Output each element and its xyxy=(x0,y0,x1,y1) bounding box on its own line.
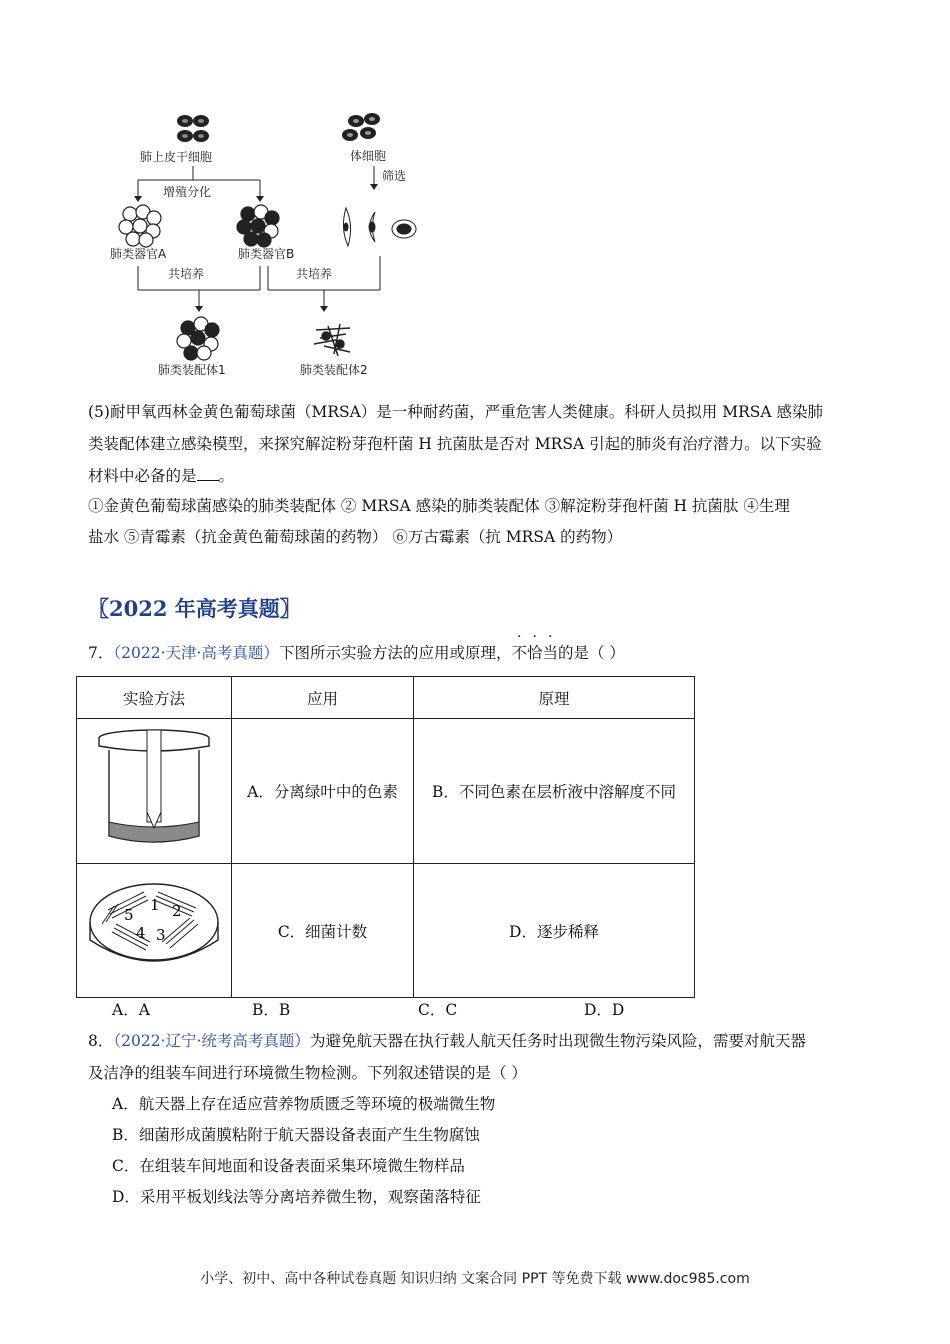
q5-options-line-2: 盐水 ⑤青霉素（抗金黄色葡萄球菌的药物） ⑥万古霉素（抗 MRSA 的药物） xyxy=(88,528,623,546)
screened-cells-icon xyxy=(343,208,416,246)
organoid-b-icon xyxy=(237,205,279,247)
label-assembly-2: 肺类装配体2 xyxy=(300,363,368,377)
cell-option-d: D．逐步稀释 xyxy=(414,864,695,998)
dish-number-2: 2 xyxy=(172,901,182,920)
label-screen: 筛选 xyxy=(382,169,407,183)
cell-option-b: B．不同色素在层析液中溶解度不同 xyxy=(414,719,695,864)
q5-line-3-text: 材料中必备的是 xyxy=(88,467,197,485)
label-assembly-1: 肺类装配体1 xyxy=(158,363,226,377)
q5-options-line-1: ①金黄色葡萄球菌感染的肺类装配体 ② MRSA 感染的肺类装配体 ③解淀粉芽孢杆菌 H 抗菌肽 ④生理 xyxy=(88,497,790,515)
label-organoid-b: 肺类器官B xyxy=(238,247,295,261)
q5-line-3 xyxy=(88,460,234,492)
q7-number: 7． xyxy=(88,644,114,662)
emphasis-char: 恰 xyxy=(526,644,543,662)
label-proliferate: 增殖分化 xyxy=(163,185,212,199)
lung-organoid-diagram xyxy=(88,108,428,388)
header-principle: 原理 xyxy=(414,677,695,719)
chromatography-beaker-icon xyxy=(89,724,219,854)
q8-stem-1 xyxy=(88,1025,806,1057)
q8-source: （2022·辽宁·统考高考真题） xyxy=(113,1032,310,1050)
q7-option-d[interactable]: D．D xyxy=(584,1001,625,1019)
cell-option-a: A．分离绿叶中的色素 xyxy=(232,719,414,864)
q8-option-c[interactable]: C．在组装车间地面和设备表面采集环境微生物样品 xyxy=(112,1157,465,1175)
body-cells-icon xyxy=(342,113,380,141)
label-coculture-2: 共培养 xyxy=(296,267,333,281)
q5-line-1: (5)耐甲氧西林金黄色葡萄球菌（MRSA）是一种耐药菌，严重危害人类健康。科研人员拟用 MRSA 感染肺 xyxy=(88,403,824,421)
assembly-1-icon xyxy=(177,317,219,360)
chromatography-cell xyxy=(77,719,232,864)
experiment-table xyxy=(76,676,695,998)
dish-number-4: 4 xyxy=(136,923,146,942)
organoid-a-icon xyxy=(119,205,161,247)
dish-number-3: 3 xyxy=(156,925,166,944)
assembly-2-icon xyxy=(314,324,350,356)
answer-blank[interactable] xyxy=(197,466,219,481)
label-body-cell: 体细胞 xyxy=(350,149,387,163)
q7-option-b[interactable]: B．B xyxy=(252,1001,291,1019)
q8-option-d[interactable]: D．采用平板划线法等分离培养微生物，观察菌落特征 xyxy=(112,1188,481,1206)
q8-stem-2: 及洁净的组装车间进行环境微生物检测。下列叙述错误的是（ ） xyxy=(88,1064,527,1082)
label-lung-stem: 肺上皮干细胞 xyxy=(140,150,213,164)
header-application: 应用 xyxy=(232,677,414,719)
emphasis-char: 不 xyxy=(511,644,527,662)
q5-line-3-end: 。 xyxy=(218,467,235,485)
q7-stem-end: 的是（ ） xyxy=(558,644,625,662)
q7-option-a[interactable]: A．A xyxy=(112,1001,150,1019)
q8-option-a[interactable]: A．航天器上存在适应营养物质匮乏等环境的极端微生物 xyxy=(112,1095,496,1113)
q7-source: （2022·天津·高考真题） xyxy=(113,644,279,662)
dish-number-5: 5 xyxy=(124,905,134,924)
section-title: 〖2022 年高考真题〗 xyxy=(88,596,301,621)
q7-option-c[interactable]: C．C xyxy=(418,1001,458,1019)
page-footer: 小学、初中、高中各种试卷真题 知识归纳 文案合同 PPT 等免费下载 www.doc985.com xyxy=(200,1271,750,1287)
lung-stem-cells-icon xyxy=(177,115,209,142)
label-organoid-a: 肺类器官A xyxy=(110,247,167,261)
streak-plate-cell xyxy=(77,864,232,998)
q5-line-2: 类装配体建立感染模型，来探究解淀粉芽孢杆菌 H 抗菌肽是否对 MRSA 引起的肺炎有治疗潜力。以下实验 xyxy=(88,435,822,453)
q8-number: 8． xyxy=(88,1032,114,1050)
label-coculture-1: 共培养 xyxy=(168,267,205,281)
q8-option-b[interactable]: B．细菌形成菌膜粘附于航天器设备表面产生生物腐蚀 xyxy=(112,1126,480,1144)
dish-number-1: 1 xyxy=(150,895,160,914)
q7-stem xyxy=(88,637,625,669)
cell-option-c: C．细菌计数 xyxy=(232,864,414,998)
q7-stem-text: 下图所示实验方法的应用或原理， xyxy=(278,644,512,662)
emphasis-char: 当 xyxy=(542,644,558,662)
header-method: 实验方法 xyxy=(77,677,232,719)
q8-stem-text: 为避免航天器在执行载人航天任务时出现微生物污染风险，需要对航天器 xyxy=(309,1032,806,1050)
